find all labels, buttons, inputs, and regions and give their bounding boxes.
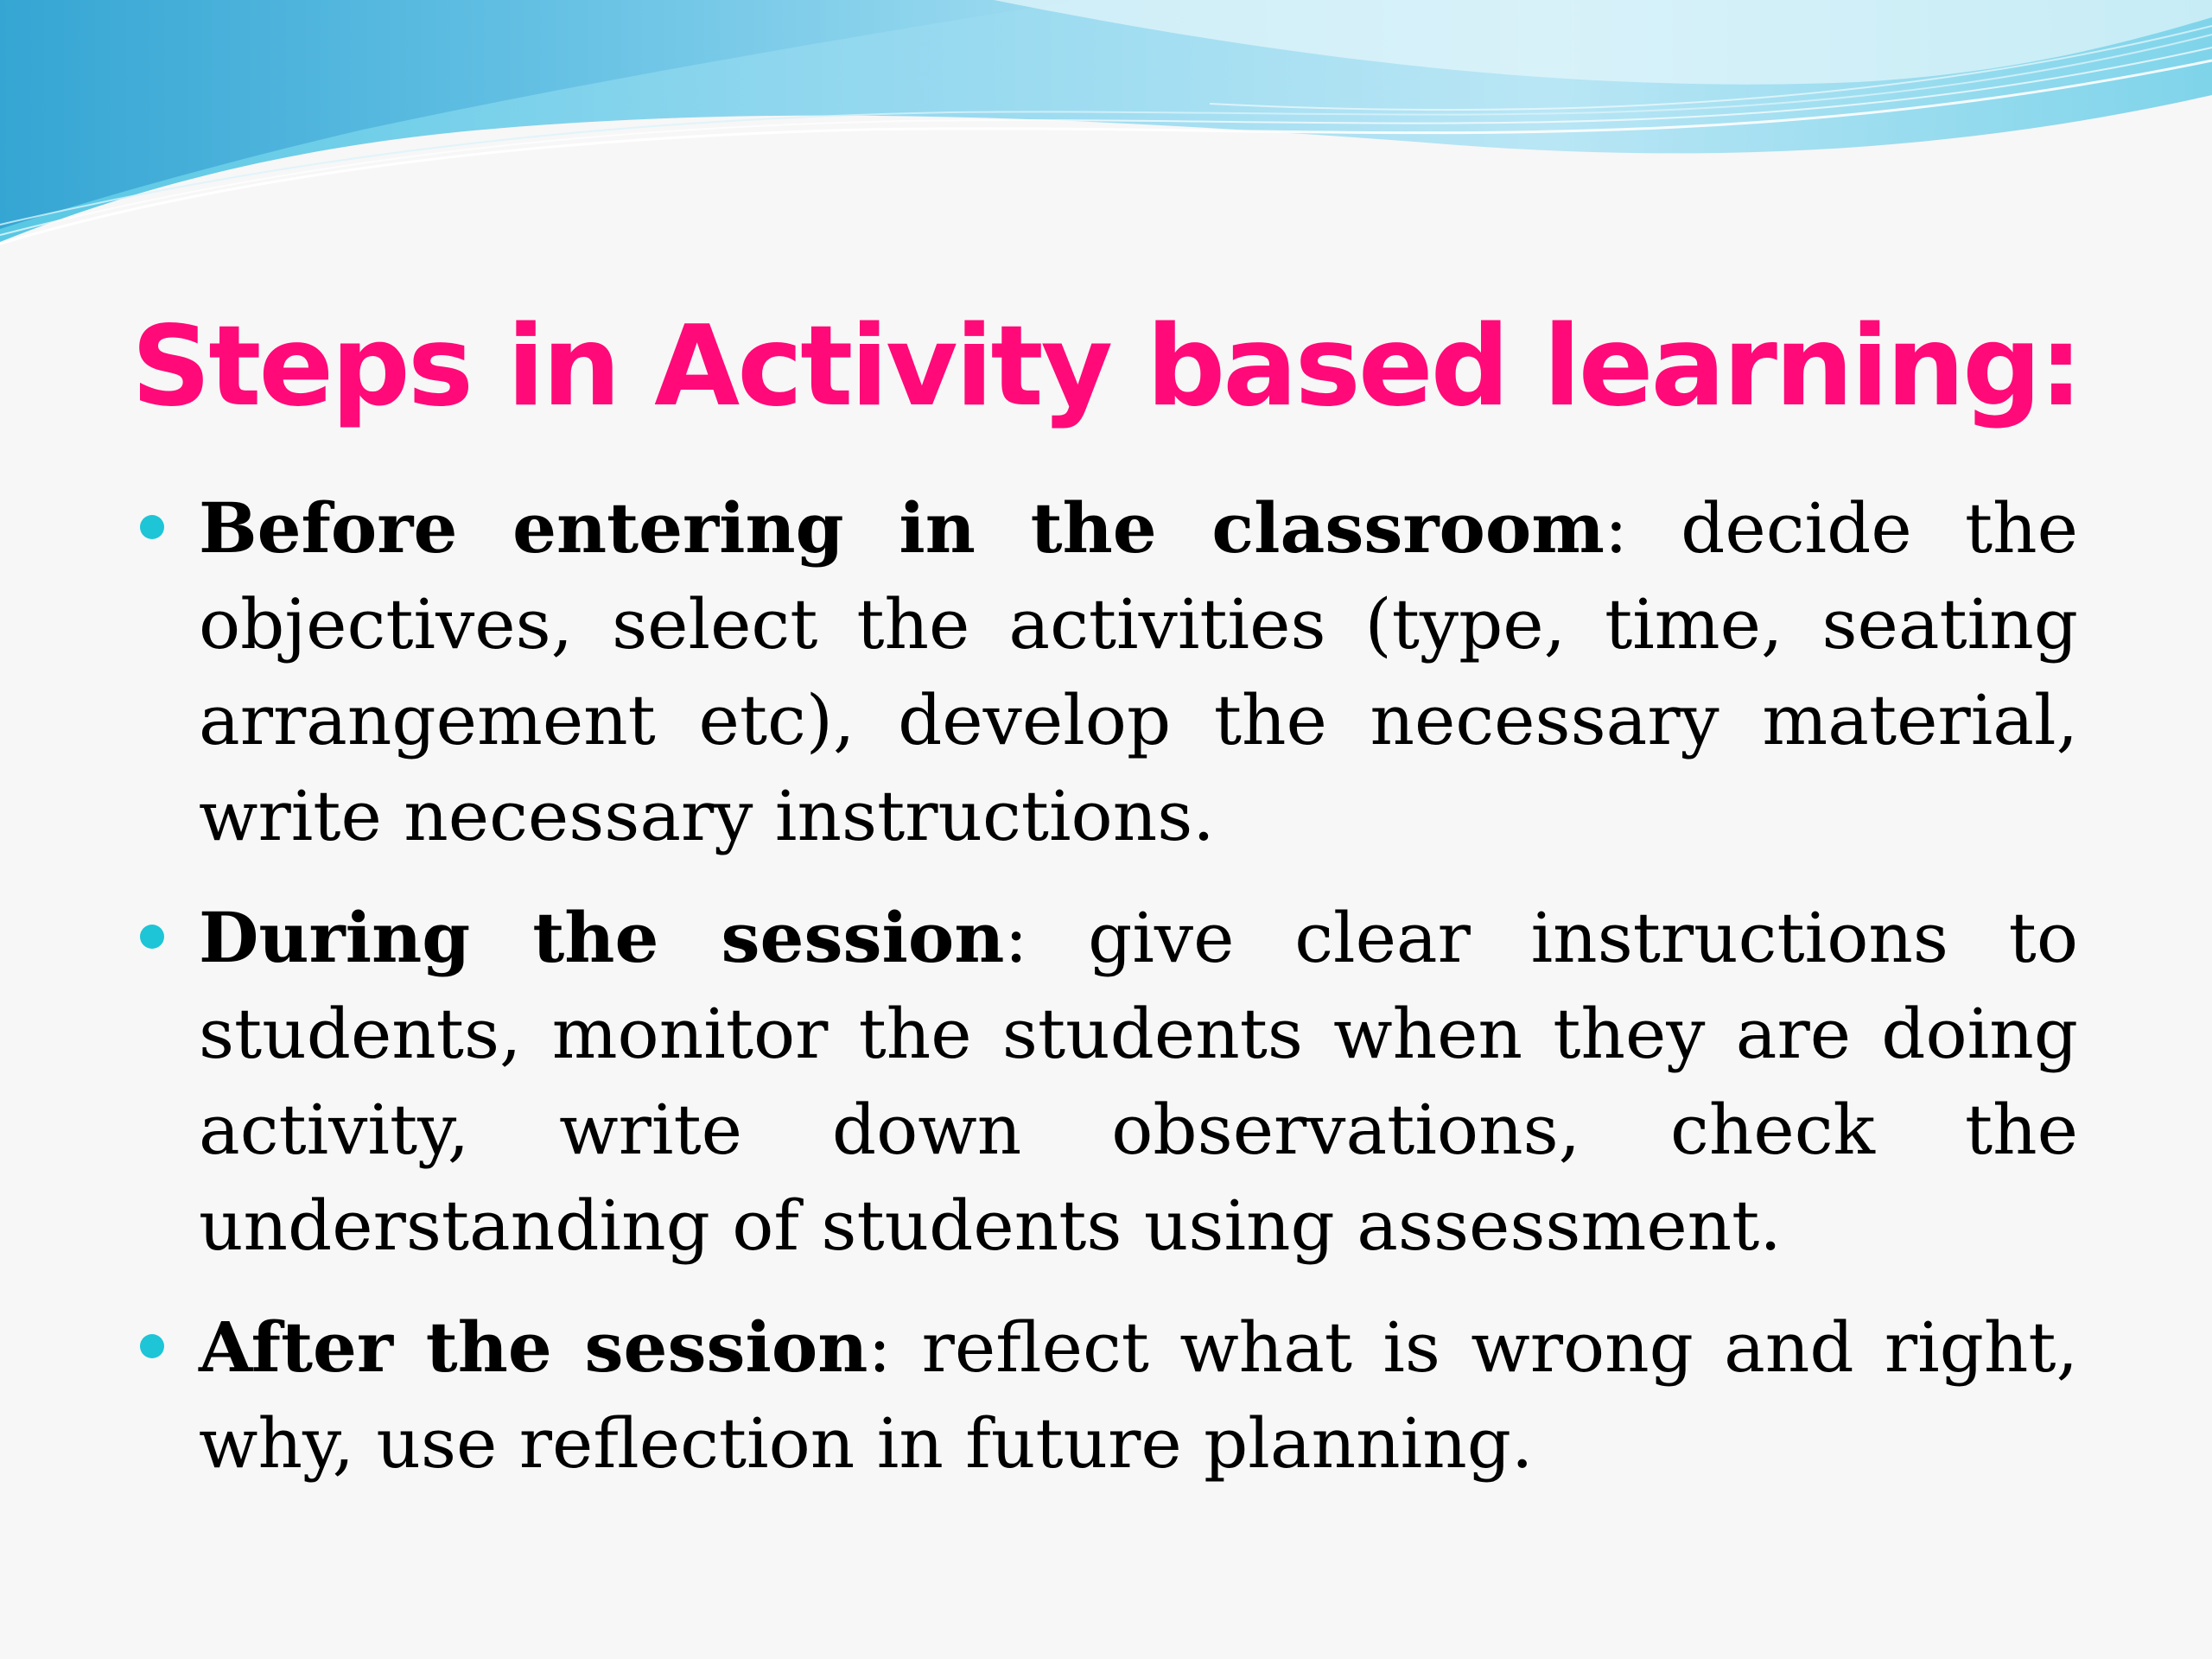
bullet-lead: Before entering in the classroom [199, 487, 1605, 569]
slide-title: Steps in Activity based learning: [131, 302, 2081, 431]
bullet-separator: : [1004, 898, 1028, 978]
bullet-dot-icon [140, 1334, 164, 1358]
bullet-separator: : [1604, 488, 1628, 569]
bullet-dot-icon [140, 925, 164, 949]
bullet-dot-icon [140, 515, 164, 539]
bullet-text: reflect what is wrong and right, why, use reflection in future planning. [199, 1307, 2078, 1484]
bullet-separator: : [868, 1307, 892, 1388]
bullet-list [199, 480, 2078, 1517]
header-wave-decoration [0, 0, 2212, 276]
bullet-before-classroom [199, 480, 2078, 864]
bullet-text: decide the objectives, select the activities (type, time, seating arrangement etc), develop the necessary material, write necessary instructions. [199, 488, 2079, 856]
bullet-text: give clear instructions to students, monitor the students when they are doing activity, write down observations, check the understanding of students using assessment. [199, 898, 2078, 1266]
bullet-during-session [199, 890, 2078, 1274]
bullet-lead: During the session [199, 897, 1005, 978]
bullet-lead: After the session [199, 1306, 868, 1388]
bullet-after-session [199, 1300, 2078, 1491]
